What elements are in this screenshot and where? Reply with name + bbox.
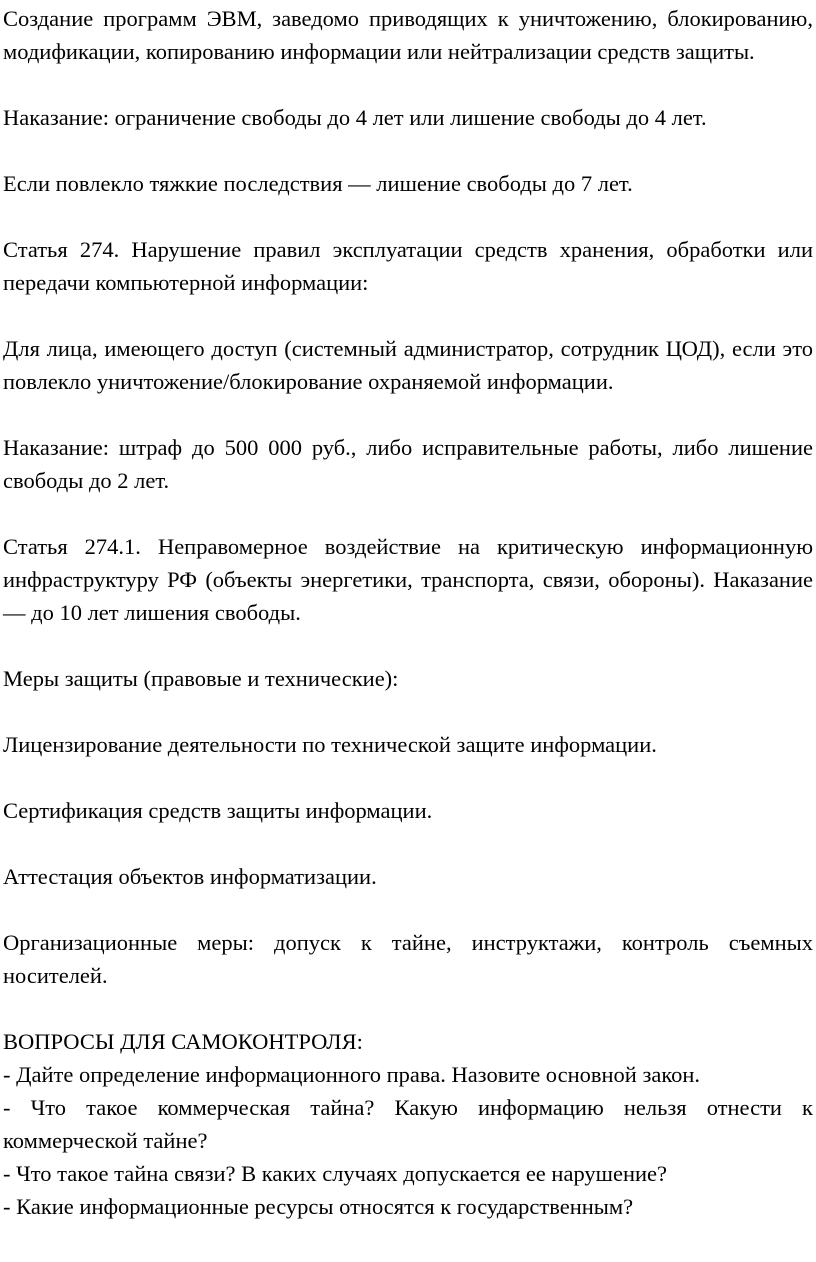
paragraph-article-274-1: Статья 274.1. Неправомерное воздействие на критическую информационную инфраструктуру РФ (объекты энергетики, транспорта, связи, обороны). Наказание — до 10 лет лишения свободы. [3,534,813,625]
document-page [3,2,813,1223]
paragraph-organizational-measures: Организационные меры: допуск к тайне, инструктажи, контроль съемных носителей. [3,930,813,988]
self-control-questions [3,1025,813,1223]
paragraph-grave-consequences: Если повлекло тяжкие последствия — лишение свободы до 7 лет. [3,171,633,196]
paragraph-access-person: Для лица, имеющего доступ (системный администратор, сотрудник ЦОД), если это повлекло уничтожение/блокирование охраняемой информации. [3,336,813,394]
question-item: - Дайте определение информационного права. Назовите основной закон. [3,1062,701,1087]
paragraph-licensing: Лицензирование деятельности по технической защите информации. [3,732,657,757]
paragraph-article-274: Статья 274. Нарушение правил эксплуатации средств хранения, обработки или передачи компьютерной информации: [3,237,813,295]
questions-title: ВОПРОСЫ ДЛЯ САМОКОНТРОЛЯ: [3,1029,363,1054]
question-item: - Что такое коммерческая тайна? Какую информацию нельзя отнести к коммерческой тайне? [3,1095,813,1153]
paragraph-certification: Сертификация средств защиты информации. [3,798,433,823]
paragraph-program-creation: Создание программ ЭВМ, заведомо приводящих к уничтожению, блокированию, модификации, копированию информации или нейтрализации средств защиты. [3,6,813,64]
question-item: - Какие информационные ресурсы относятся к государственным? [3,1194,634,1219]
question-item: - Что такое тайна связи? В каких случаях допускается ее нарушение? [3,1161,668,1186]
paragraph-punishment-1: Наказание: ограничение свободы до 4 лет или лишение свободы до 4 лет. [3,105,707,130]
paragraph-attestation: Аттестация объектов информатизации. [3,864,377,889]
paragraph-punishment-2: Наказание: штраф до 500 000 руб., либо исправительные работы, либо лишение свободы до 2 лет. [3,435,813,493]
paragraph-protection-measures: Меры защиты (правовые и технические): [3,666,399,691]
